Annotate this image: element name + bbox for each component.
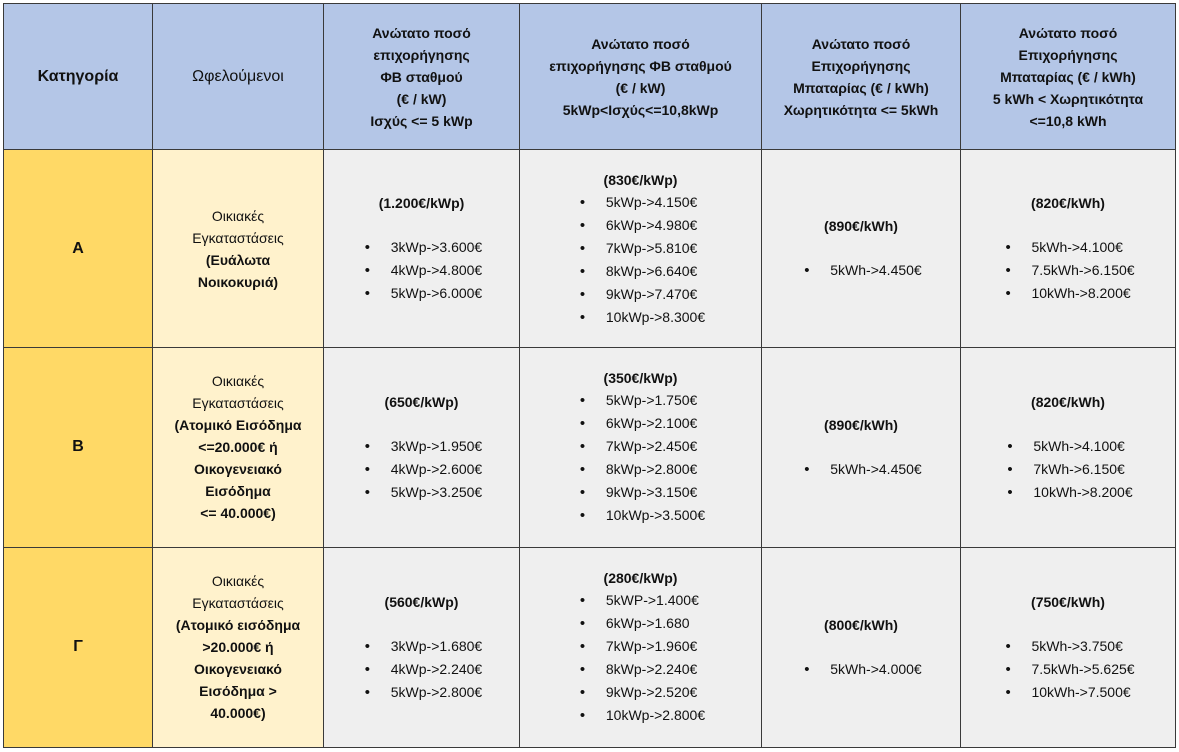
header-line: <=10,8 kWh	[1029, 112, 1107, 129]
beneficiary-line: Οικογενειακό	[194, 661, 282, 678]
list-item: • 10kWh->7.500€	[1001, 681, 1134, 704]
battery-small-cell	[762, 348, 961, 547]
pv-large-cell	[520, 150, 762, 348]
beneficiary-line: Οικιακές	[211, 573, 265, 590]
rate-label: (820€/kWh)	[1031, 393, 1105, 410]
rate-label: (280€/kWp)	[603, 570, 678, 587]
beneficiary-line: >20.000€ ή	[202, 639, 274, 656]
list-item: • 6kWp->2.100€	[576, 412, 705, 435]
header-row	[4, 4, 1176, 150]
list-item: • 5kWp->4.150€	[576, 191, 705, 214]
header-battery-large	[961, 4, 1176, 150]
amount-list	[361, 435, 482, 504]
list-item: • 5kWh->4.100€	[1003, 435, 1132, 458]
beneficiaries-cell	[153, 348, 324, 547]
beneficiary-line: <= 40.000€)	[200, 505, 276, 522]
header-line: επιχορήγησης ΦΒ σταθμού	[549, 57, 732, 74]
header-line: (€ / kW)	[396, 90, 447, 107]
beneficiaries-cell	[153, 547, 324, 747]
rate-label: (800€/kWh)	[824, 616, 898, 633]
header-category: Κατηγορία	[4, 4, 153, 150]
rate-label: (650€/kWp)	[384, 393, 459, 410]
header-line: Επιχορήγησης	[1018, 46, 1118, 63]
header-pv-large	[520, 4, 762, 150]
beneficiary-line: Νοικοκυριά)	[197, 273, 279, 290]
list-item: • 5kWp->1.750€	[576, 389, 705, 412]
list-item: • 9kWp->2.520€	[576, 681, 705, 704]
table-row-a	[4, 150, 1176, 348]
beneficiary-line: (Ευάλωτα	[205, 251, 271, 268]
beneficiary-line: Οικιακές	[211, 207, 265, 224]
battery-large-cell	[961, 547, 1176, 747]
table-row-c	[4, 547, 1176, 747]
list-item: • 4kWp->4.800€	[361, 259, 482, 282]
header-battery-small	[762, 4, 961, 150]
header-line: Χωρητικότητα <= 5kWh	[783, 101, 939, 118]
list-item: • 5kWp->6.000€	[361, 282, 482, 305]
list-item: • 7kWp->1.960€	[576, 635, 705, 658]
list-item: • 7.5kWh->5.625€	[1001, 658, 1134, 681]
beneficiary-line: Εγκαταστάσεις	[192, 595, 284, 612]
beneficiary-line: Εισόδημα	[205, 483, 271, 500]
amount-list	[800, 658, 921, 681]
category-cell: Γ	[4, 547, 153, 747]
list-item: • 3kWp->3.600€	[361, 236, 482, 259]
list-item: • 5kWp->3.250€	[361, 481, 482, 504]
list-item: • 8kWp->2.800€	[576, 458, 705, 481]
beneficiary-line: (Ατομικό Εισόδημα	[174, 417, 302, 434]
list-item: • 9kWp->3.150€	[576, 481, 705, 504]
list-item: • 10kWp->2.800€	[576, 704, 705, 727]
list-item: • 9kWp->7.470€	[576, 283, 705, 306]
header-line: 5kWp<Ισχύς<=10,8kWp	[562, 101, 719, 118]
amount-list	[1001, 635, 1134, 704]
list-item: • 7kWp->2.450€	[576, 435, 705, 458]
rate-label: (350€/kWp)	[603, 370, 678, 387]
table-row-b	[4, 348, 1176, 547]
battery-small-cell	[762, 547, 961, 747]
header-line: Επιχορήγησης	[811, 57, 911, 74]
header-line: (€ / kW)	[615, 79, 666, 96]
pv-large-cell	[520, 547, 762, 747]
list-item: • 4kWp->2.240€	[361, 658, 482, 681]
amount-list	[576, 589, 705, 727]
pv-small-cell	[324, 150, 520, 348]
amount-list	[576, 389, 705, 527]
list-item: • 5kWh->4.100€	[1001, 236, 1134, 259]
amount-list	[361, 635, 482, 704]
header-line: 5 kWh < Χωρητικότητα	[992, 90, 1144, 107]
beneficiary-line: Οικογενειακό	[194, 461, 282, 478]
list-item: • 5kWh->3.750€	[1001, 635, 1134, 658]
list-item: • 10kWh->8.200€	[1001, 282, 1134, 305]
subsidy-table	[3, 3, 1176, 748]
header-line: Μπαταρίας (€ / kWh)	[1000, 68, 1136, 85]
rate-label: (1.200€/kWp)	[378, 195, 465, 212]
list-item: • 3kWp->1.680€	[361, 635, 482, 658]
rate-label: (560€/kWp)	[384, 593, 459, 610]
list-item: • 6kWp->1.680	[576, 612, 705, 635]
list-item: • 10kWp->8.300€	[576, 306, 705, 329]
list-item: • 7.5kWh->6.150€	[1001, 259, 1134, 282]
battery-small-cell	[762, 150, 961, 348]
header-line: Ανώτατο ποσό	[811, 35, 911, 52]
list-item: • 5kWh->4.450€	[800, 458, 921, 481]
header-line: Μπαταρίας (€ / kWh)	[793, 79, 929, 96]
list-item: • 5kWh->4.000€	[800, 658, 921, 681]
amount-list	[800, 458, 921, 481]
list-item: • 5kWP->1.400€	[576, 589, 705, 612]
beneficiaries-cell	[153, 150, 324, 348]
amount-list	[576, 191, 705, 329]
rate-label: (890€/kWh)	[824, 416, 898, 433]
rate-label: (820€/kWh)	[1031, 195, 1105, 212]
pv-large-cell	[520, 348, 762, 547]
amount-list	[1001, 236, 1134, 305]
pv-small-cell	[324, 547, 520, 747]
pv-small-cell	[324, 348, 520, 547]
beneficiary-line: (Ατομικό εισόδημα	[175, 617, 301, 634]
header-beneficiaries: Ωφελούμενοι	[153, 4, 324, 150]
list-item: • 6kWp->4.980€	[576, 214, 705, 237]
beneficiary-line: <=20.000€ ή	[198, 439, 278, 456]
header-line: Ανώτατο ποσό	[372, 24, 471, 41]
rate-label: (830€/kWp)	[603, 171, 678, 188]
header-line: ΦΒ σταθμού	[380, 68, 463, 85]
header-pv-small	[324, 4, 520, 150]
header-line: Ανώτατο ποσό	[591, 35, 690, 52]
header-line: Ισχύς <= 5 kWp	[370, 112, 473, 129]
category-cell: Β	[4, 348, 153, 547]
battery-large-cell	[961, 150, 1176, 348]
header-line: επιχορήγησης	[373, 46, 470, 63]
amount-list	[1003, 435, 1132, 504]
list-item: • 7kWh->6.150€	[1003, 458, 1132, 481]
battery-large-cell	[961, 348, 1176, 547]
rate-label: (890€/kWh)	[824, 218, 898, 235]
beneficiary-line: Οικιακές	[211, 373, 265, 390]
rate-label: (750€/kWh)	[1031, 593, 1105, 610]
list-item: • 4kWp->2.600€	[361, 458, 482, 481]
amount-list	[800, 259, 921, 282]
header-line: Ανώτατο ποσό	[1018, 24, 1118, 41]
amount-list	[361, 236, 482, 305]
list-item: • 8kWp->6.640€	[576, 260, 705, 283]
beneficiary-line: Εγκαταστάσεις	[192, 229, 284, 246]
beneficiary-line: 40.000€)	[210, 705, 266, 722]
beneficiary-line: Εισόδημα >	[199, 683, 277, 700]
list-item: • 8kWp->2.240€	[576, 658, 705, 681]
beneficiary-line: Εγκαταστάσεις	[192, 395, 284, 412]
list-item: • 3kWp->1.950€	[361, 435, 482, 458]
list-item: • 5kWp->2.800€	[361, 681, 482, 704]
list-item: • 7kWp->5.810€	[576, 237, 705, 260]
list-item: • 10kWh->8.200€	[1003, 481, 1132, 504]
category-cell: Α	[4, 150, 153, 348]
list-item: • 5kWh->4.450€	[800, 259, 921, 282]
list-item: • 10kWp->3.500€	[576, 504, 705, 527]
